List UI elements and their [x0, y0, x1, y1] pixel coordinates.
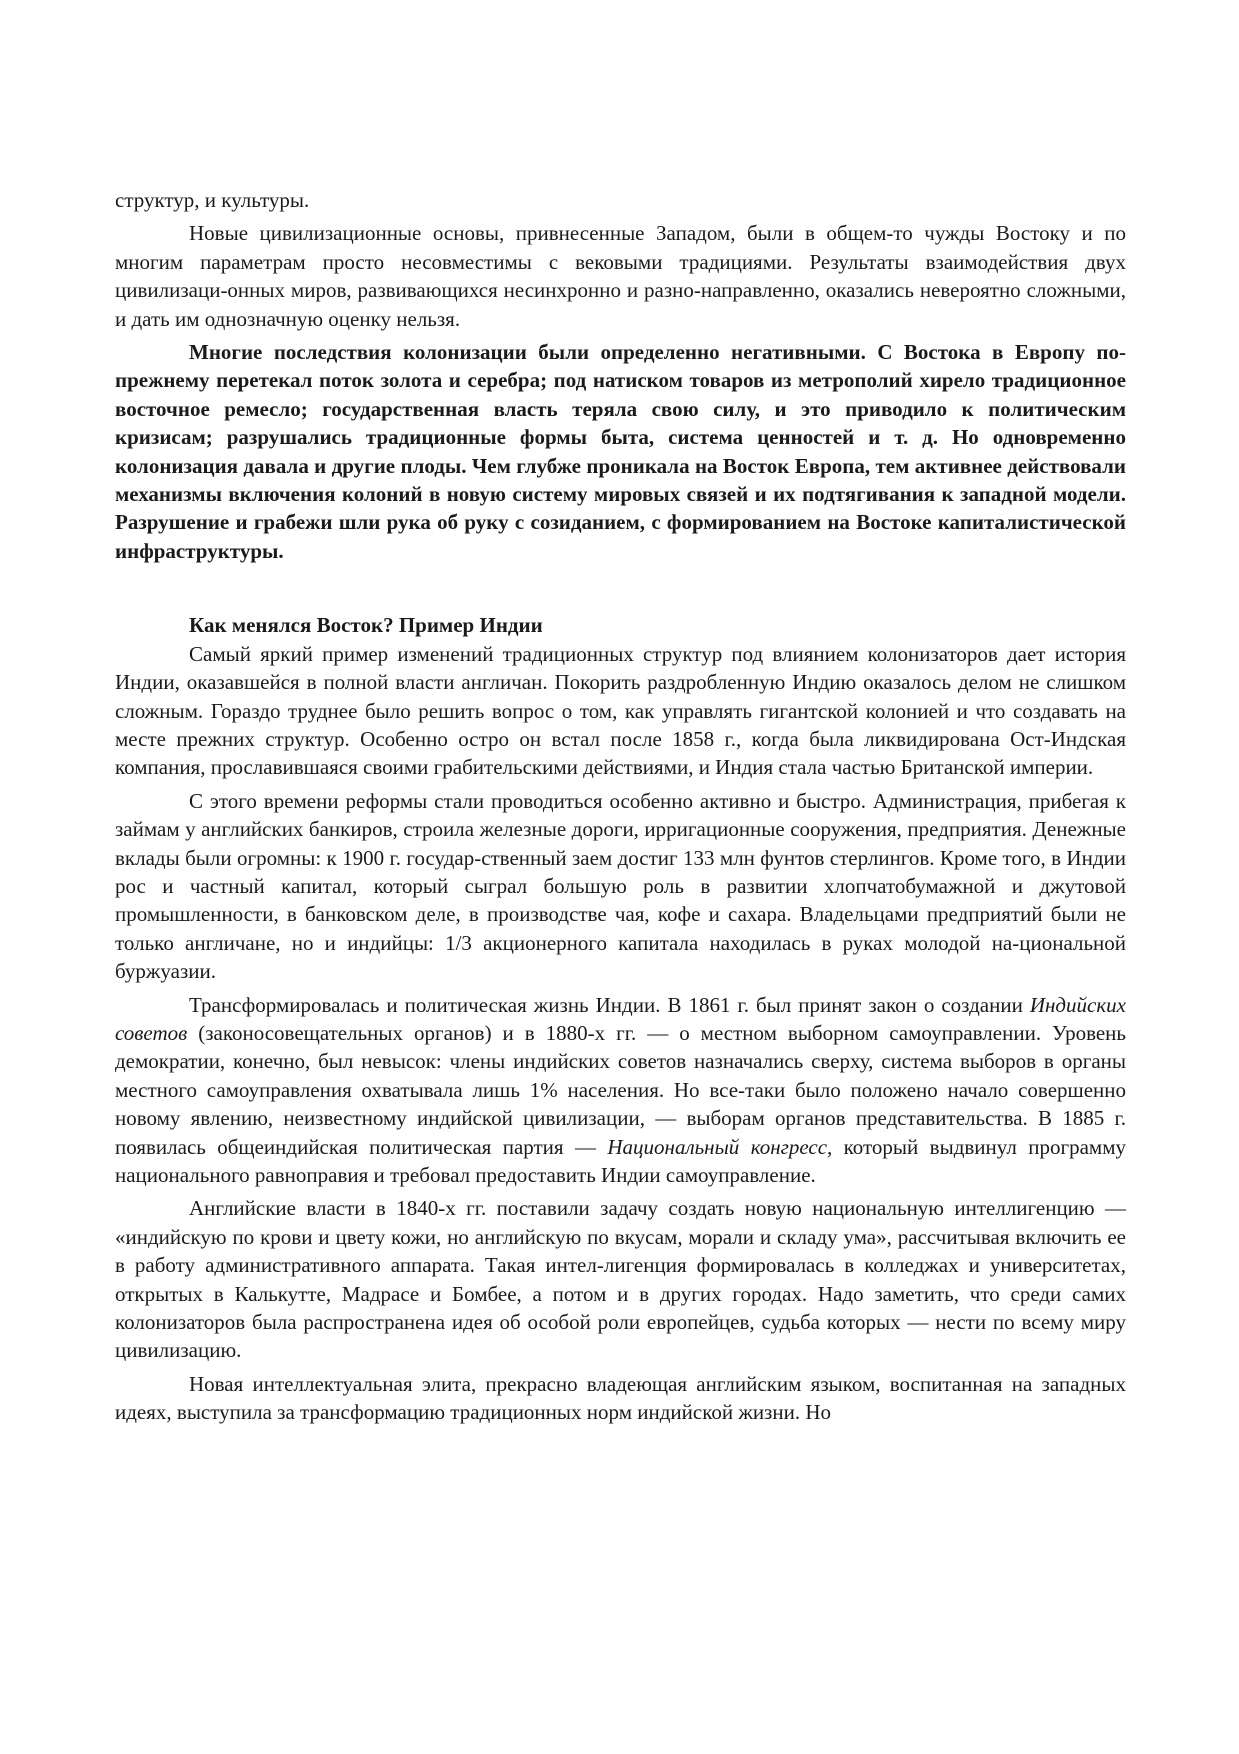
paragraph-colonization-consequences: Многие последствия колонизации были определенно негативными. С Востока в Европу по-прежнему перетекал поток золота и серебра; под натиском товаров из метрополий хирело традиционное восточное ремесло; государственная власть теряла свою силу, и это приводило к политическим кризисам; разрушались традиционные формы быта, система ценностей и т. д. Но одновременно колонизация давала и другие плоды. Чем глубже проникала на Восток Европа, тем активнее действовали механизмы включения колоний в новую систему мировых связей и их подтягивания к западной модели. Разрушение и грабежи шли рука об руку с созиданием, с формированием на Востоке капиталистической инфраструктуры.: [115, 340, 1126, 563]
paragraph-intellectual-elite: Новая интеллектуальная элита, прекрасно владеющая английским языком, воспитанная на западных идеях, выступила за трансформацию традиционных норм индийской жизни. Но: [115, 1371, 1126, 1425]
section-heading: Как менялся Восток? Пример Индии: [189, 613, 543, 638]
text-segment: который выдвинул программу национального равноправия и требовал предоставить Индии самоуправление.: [115, 1134, 1126, 1187]
text-segment: (законосовещательных органов) и в 1880-х гг. — о местном выборном самоуправлении. Уровень демократии, конечно, был невысок: члены индийских советов назначались сверху, система выборов в органы местного самоуправления охватывала лишь 1% населения. Но все-таки было положено начало совершенно новому явлению, неизвестному индийской цивилизации, — выборам органов представительства. В 1885 г. появилась общеиндийская политическая партия —: [115, 1020, 1126, 1159]
paragraph-reforms: С этого времени реформы стали проводиться особенно активно и быстро. Администрация, прибегая к займам у английских банкиров, строила железные дороги, ирригационные сооружения, предприятия. Денежные вклады были огромны: к 1900 г. государ-ственный заем достиг 133 млн фунтов стерлингов. Кроме того, в Индии рос и частный капитал, который сыграл большую роль в развитии хлопчатобумажной и джутовой промышленности, в банковском деле, в производстве чая, кофе и сахара. Владельцами предприятий были не только англичане, но и индийцы: 1/3 акционерного капитала находилась в руках молодой на-циональной буржуазии.: [115, 788, 1126, 984]
italic-term-indian-councils: Индийских советов: [115, 992, 1126, 1045]
document-page: [115, 186, 1126, 1432]
text-segment: Трансформировалась и политическая жизнь Индии. В 1861 г. был принят закон о создании: [189, 992, 1030, 1017]
paragraph-continuation: структур, и культуры.: [115, 188, 310, 212]
paragraph-intelligentsia: Английские власти в 1840-х гг. поставили задачу создать новую национальную интеллигенцию — «индийскую по крови и цвету кожи, но английскую по вкусам, морали и складу ума», рассчитывая включить ее в работу административного аппарата. Такая интел-лигенция формировалась в колледжах и университетах, открытых в Калькутте, Мадрасе и Бомбее, а потом и в других городах. Надо заметить, что среди самих колонизаторов была распространена идея об особой роли европейцев, судьба которых — нести по всему миру цивилизацию.: [115, 1196, 1126, 1363]
paragraph-india-example: Самый яркий пример изменений традиционных структур под влиянием колонизаторов дает история Индии, оказавшейся в полной власти англичан. Покорить раздробленную Индию оказалось делом не слишком сложным. Гораздо труднее было решить вопрос о том, как управлять гигантской колонией и что создавать на месте прежних структур. Особенно остро он встал после 1858 г., когда была ликвидирована Ост-Индская компания, прославившаяся своими грабительскими действиями, и Индия стала частью Британской империи.: [115, 641, 1126, 780]
paragraph-civilization-foundations: Новые цивилизационные основы, привнесенные Западом, были в общем-то чужды Востоку и по многим параметрам просто несовместимы с вековыми традициями. Результаты взаимодействия двух цивилизаци-онных миров, развивающихся несинхронно и разно-направленно, оказались невероятно сложными, и дать им однозначную оценку нельзя.: [115, 221, 1126, 331]
italic-term-national-congress: Национальный конгресс,: [607, 1134, 833, 1159]
paragraph-political-life: [115, 991, 1126, 1190]
